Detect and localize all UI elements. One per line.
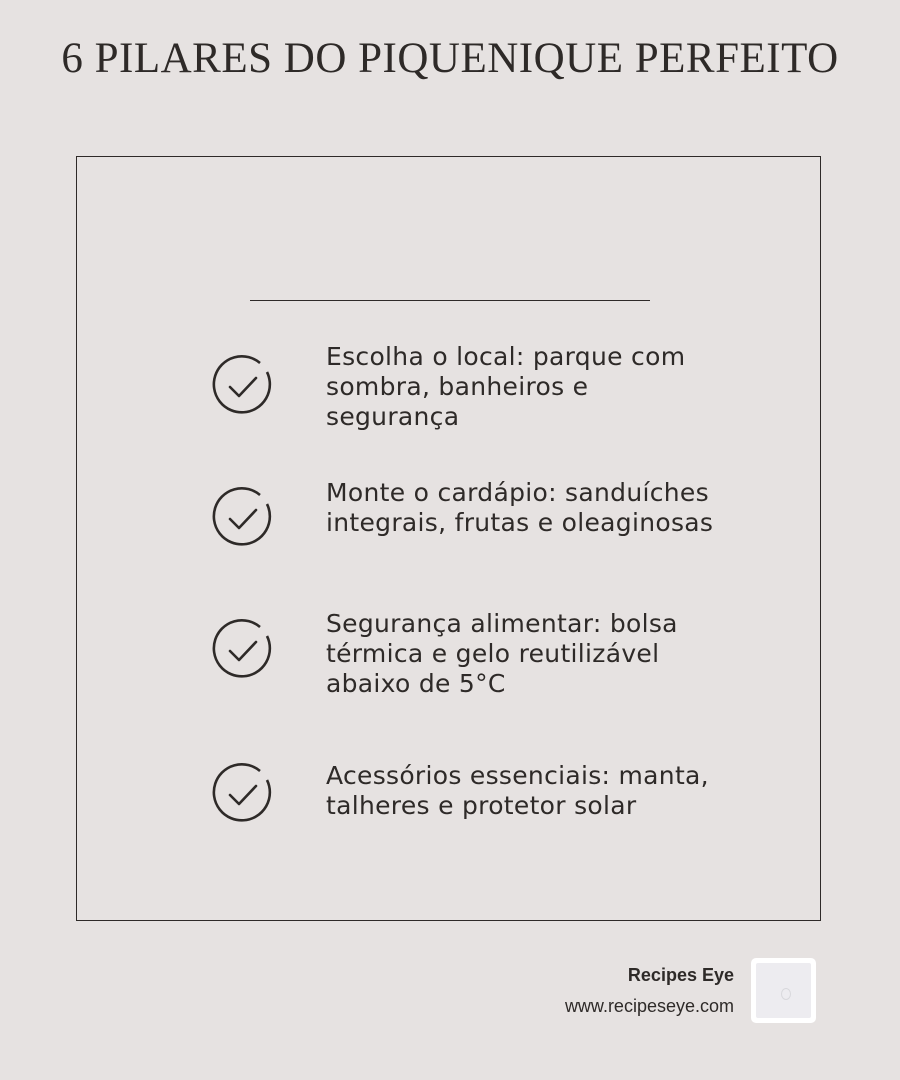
divider <box>250 300 650 301</box>
brand-logo <box>751 958 816 1023</box>
page-title: 6 PILARES DO PIQUENIQUE PERFEITO <box>61 35 839 82</box>
item-text: Monte o cardápio: sanduíches integrais, frutas e oleaginosas <box>326 478 714 537</box>
item-text: Segurança alimentar: bolsa térmica e gelo reutilizável abaixo de 5°C <box>326 609 678 698</box>
check-circle-icon <box>210 618 276 684</box>
brand-name: Recipes Eye <box>627 965 734 985</box>
item-text: Acessórios essenciais: manta, talheres e protetor solar <box>326 761 709 820</box>
check-circle-icon <box>210 762 276 828</box>
check-circle-icon <box>210 354 276 420</box>
website-link[interactable]: www.recipeseye.com <box>564 996 734 1016</box>
item-text: Escolha o local: parque com sombra, banheiros e segurança <box>326 342 686 431</box>
check-circle-icon <box>210 486 276 552</box>
